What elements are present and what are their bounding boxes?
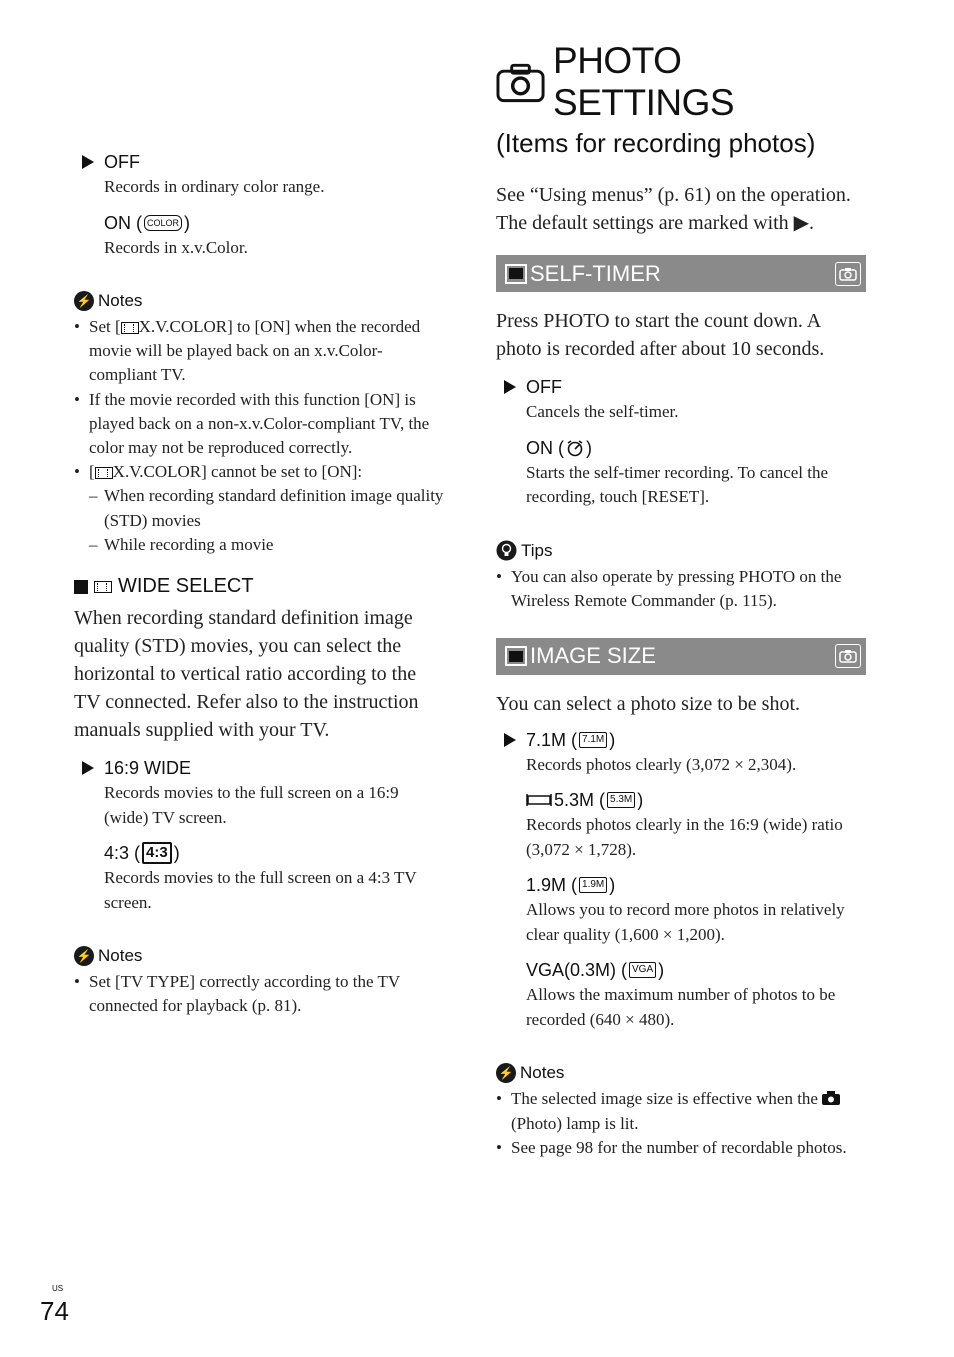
size-5-3m-icon: 5.3M xyxy=(607,792,635,808)
menu-icon xyxy=(505,264,527,284)
left-column xyxy=(74,150,446,1018)
default-marker-icon xyxy=(504,380,516,394)
option-image-size-vga: VGA(0.3M) ( VGA ) Allows the maximum number of photos to be recorded (640 × 480). xyxy=(526,960,836,1029)
notes-icon: ⚡ xyxy=(74,946,94,966)
photo-mode-icon xyxy=(835,644,861,668)
movie-film-icon xyxy=(121,322,139,334)
page-subtitle: (Items for recording photos) xyxy=(496,128,816,158)
notes-block-2: ⚡ Notes • Set [TV TYPE] correctly according to the TV connected for playback (p. 81). xyxy=(74,945,446,1018)
default-marker-icon xyxy=(82,761,94,775)
wide-select-heading: WIDE SELECT xyxy=(118,575,254,598)
image-size-notes: ⚡ Notes • The selected image size is effective when the (Photo) lamp is lit. • See page 98 for the number of recordable photos. xyxy=(496,1062,866,1160)
option-xvcolor-off: OFF Records in ordinary color range. xyxy=(74,150,446,200)
image-size-heading: IMAGE SIZE xyxy=(530,643,656,669)
self-timer-body: Press PHOTO to start the count down. A photo is recorded after about 10 seconds. xyxy=(496,310,825,360)
menu-icon xyxy=(505,646,527,666)
option-self-timer-on: ON ( ) Starts the self-timer recording. To cancel the recording, touch [RESET]. xyxy=(526,437,829,506)
size-vga-icon: VGA xyxy=(629,962,656,978)
color-icon: COLOR xyxy=(144,215,182,231)
note-item: • See page 98 for the number of recordable photos. xyxy=(496,1136,866,1160)
default-marker-icon xyxy=(82,155,94,169)
option-xvcolor-on: ON ( COLOR ) Records in x.v.Color. xyxy=(104,212,248,257)
movie-film-icon xyxy=(94,581,112,593)
notes-icon: ⚡ xyxy=(74,291,94,311)
page-number: 74 xyxy=(40,1296,69,1326)
photo-mode-icon xyxy=(835,262,861,286)
option-wide-4-3: 4:3 ( 4:3 ) Records movies to the full screen on a 4:3 TV screen. xyxy=(104,843,417,912)
right-column xyxy=(496,40,866,1160)
size-1-9m-icon: 1.9M xyxy=(579,877,607,893)
tips-lightbulb-icon xyxy=(496,540,517,561)
note-item: • If the movie recorded with this function [ON] is played back on a non-x.v.Color-compliant TV, the color may not be reproduced correctly. xyxy=(74,388,446,461)
option-image-size-5-3m: 5.3M ( 5.3M ) Records photos clearly in the 16:9 (wide) ratio (3,072 × 1,728). xyxy=(526,790,843,859)
note-item: • The selected image size is effective when the (Photo) lamp is lit. xyxy=(496,1087,866,1135)
tip-item: • You can also operate by pressing PHOTO on the Wireless Remote Commander (p. 115). xyxy=(496,565,866,613)
option-self-timer-off: OFF Cancels the self-timer. xyxy=(496,375,866,425)
note-item: • Set [TV TYPE] correctly according to the TV connected for playback (p. 81). xyxy=(74,970,446,1018)
note-item: • Set [ X.V.COLOR] to [ON] when the recorded movie will be played back on an x.v.Color-compliant TV. xyxy=(74,315,446,388)
option-image-size-7-1m: 7.1M ( 7.1M ) Records photos clearly (3,072 × 2,304). xyxy=(496,728,866,778)
notes-block-1: ⚡ Notes • Set [ X.V.COLOR] to [ON] when the recorded movie will be played back on an x.v.Color-compliant TV. • If the movie recorded with this function [ON] is played back on a non-x.v.Color-compliant TV, the color may not be reproduced correctly. • [ X.V.COLOR] cannot be set to [ON]: – When recording standard definition image quality (STD) movies – While recording a movie xyxy=(74,290,446,557)
page-title: PHOTO SETTINGS xyxy=(553,40,735,123)
page-title-row xyxy=(496,40,866,124)
section-square-icon xyxy=(74,580,88,594)
notes-icon: ⚡ xyxy=(496,1063,516,1083)
self-timer-icon xyxy=(566,439,584,457)
self-timer-bar xyxy=(496,255,866,292)
intro-text: See “Using menus” (p. 61) on the operation. The default settings are marked with ▶. xyxy=(496,184,851,234)
tips-block: Tips • You can also operate by pressing PHOTO on the Wireless Remote Commander (p. 115). xyxy=(496,540,866,613)
note-sub-item: – When recording standard definition image quality (STD) movies xyxy=(89,484,446,532)
note-item: • [ X.V.COLOR] cannot be set to [ON]: – When recording standard definition image quality (STD) movies – While recording a movie xyxy=(74,460,446,557)
image-size-bar xyxy=(496,638,866,675)
wide-select-section xyxy=(74,575,446,915)
wide-select-body: When recording standard definition image quality (STD) movies, you can select the horizontal to vertical ratio according to the TV connected. Refer also to the instruction manuals supplied with your TV. xyxy=(74,607,419,742)
option-image-size-1-9m: 1.9M ( 1.9M ) Allows you to record more photos in relatively clear quality (1,600 × 1,200). xyxy=(526,875,845,944)
wide-ratio-icon xyxy=(526,793,552,807)
ratio-4-3-icon: 4:3 xyxy=(142,842,172,864)
size-7-1m-icon: 7.1M xyxy=(579,732,607,748)
movie-film-icon xyxy=(95,467,113,479)
page-region: US xyxy=(52,1284,64,1293)
option-wide-16-9: 16:9 WIDE Records movies to the full screen on a 16:9 (wide) TV screen. xyxy=(74,756,446,830)
photo-camera-icon xyxy=(822,1091,840,1105)
camera-icon xyxy=(496,61,545,103)
note-sub-item: – While recording a movie xyxy=(89,533,446,557)
default-marker-icon xyxy=(504,733,516,747)
image-size-body: You can select a photo size to be shot. xyxy=(496,692,801,715)
self-timer-heading: SELF-TIMER xyxy=(530,260,661,286)
